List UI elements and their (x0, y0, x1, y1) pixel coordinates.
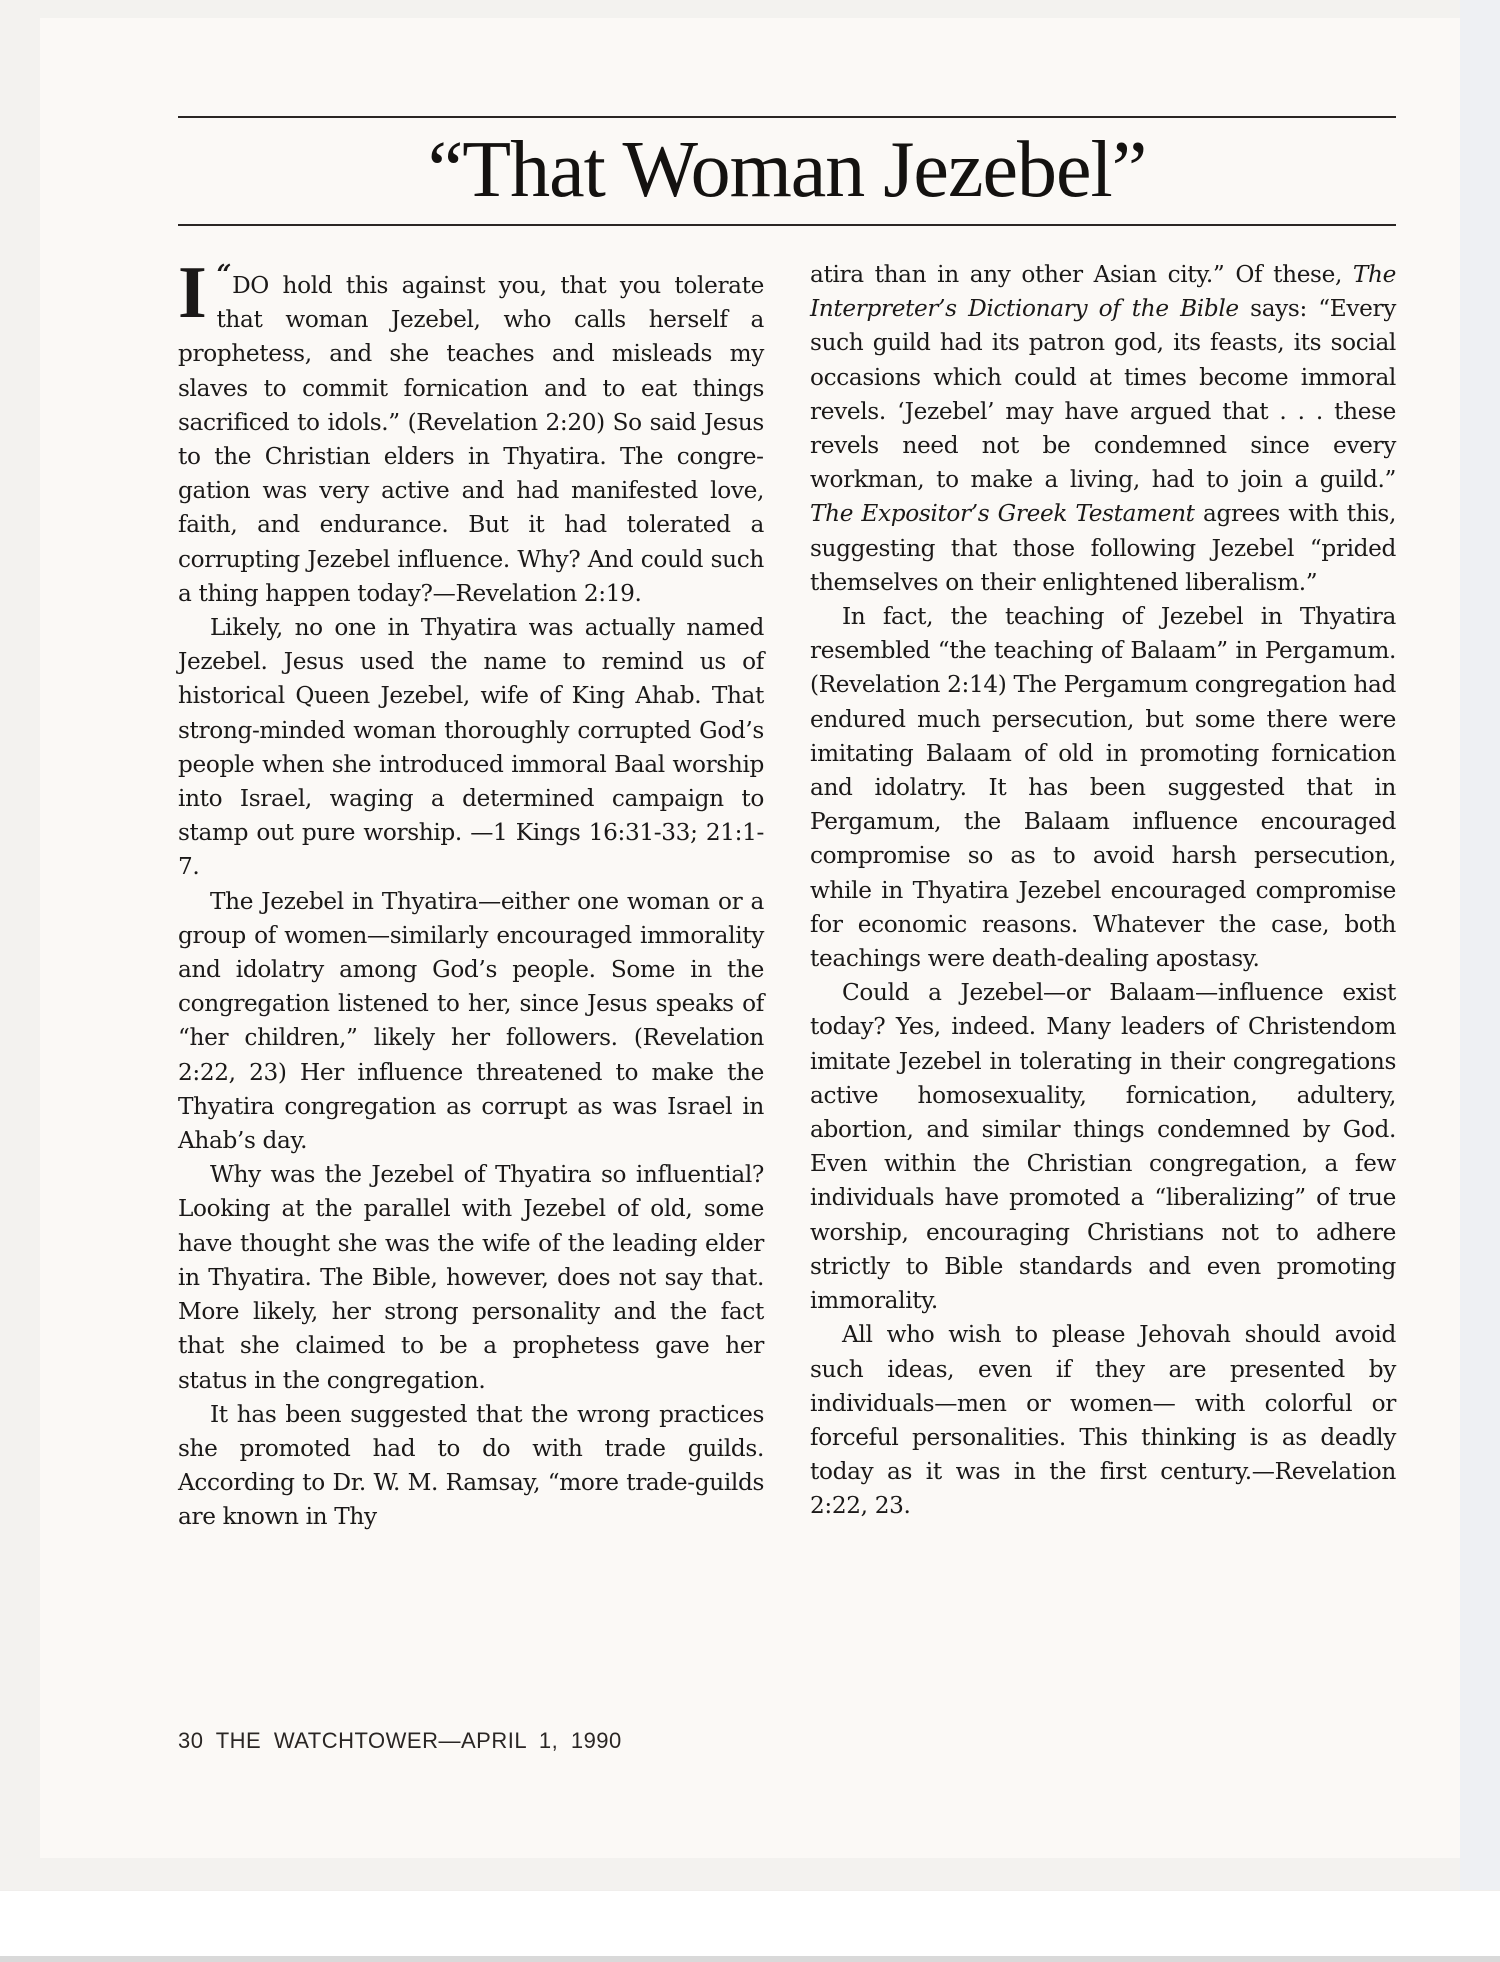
paragraph-1-text: DO hold this against you, that you tolerate that woman Jezebel, who calls herself a prophetess, and she teaches and misleads my slaves to commit fornication and to eat things sacrificed to idols.” (Revelation 2:20) So said Jesus to the Christian elders in Thyatira. The congregation was very active and had manifested love, faith, and endurance. But it had tolerated a corrupting Jezebel influence. Why? And could such a thing happen today?—Revelation 2:19. (178, 272, 764, 607)
citation-interpreters-dictionary: The Interpreter’s Dictionary of the Bible (810, 261, 1396, 323)
paragraph-8: All who wish to please Jehovah should avoid such ideas, even if they are presented by individuals—men or women— with colorful or forceful personalities. This thinking is as deadly today as it was in the first century.—Revelation 2:22, 23. (810, 1321, 1396, 1520)
publication-line: THE WATCHTOWER—APRIL 1, 1990 (215, 1728, 622, 1753)
paragraph-5: It has been suggested that the wrong practices she promoted had to do with trade guilds. According to Dr. W. M. Ramsay, “more trade-guilds are known in Thy (178, 1400, 764, 1531)
paragraph-7: Could a Jezebel—or Balaam—influence exist today? Yes, indeed. Many leaders of Christendom imitate Jezebel in tolerating in their congregations active homosexuality, fornication, adultery, abortion, and similar things condemned by God. Even within the Christian congregation, a few individuals have promoted a “liberalizing” of true worship, encouraging Christians not to adhere strictly to Bible standards and even promoting immorality. (810, 979, 1396, 1315)
text-run: atira than in any other Asian city.” Of these, (810, 261, 1353, 288)
citation-expositors-greek-testament: The Expositor’s Greek Testament (810, 500, 1195, 528)
paragraph-5-continued (810, 258, 1396, 600)
page-edge (1460, 0, 1500, 1961)
page-footer (178, 1728, 622, 1754)
article-title: “That Woman Jezebel” (427, 126, 1147, 214)
paragraph-1 (178, 252, 764, 611)
title-rule-bottom (178, 224, 1396, 226)
left-column (178, 252, 764, 1535)
text-run: agrees with this, suggesting that those following Jezebel “prided themselves on their enlightened liberalism.” (810, 500, 1396, 596)
page-number: 30 (178, 1728, 204, 1753)
right-column (810, 258, 1396, 1524)
opening-quote: “ (216, 260, 232, 290)
drop-cap: I (178, 252, 207, 334)
text-run: says: “Every such guild had its patron god, its feasts, its social occasions which could at times become immoral revels. ‘Jezebel’ may have argued that . . . these revels need not be condemned since every workman, to make a living, had to join a guild.” (810, 295, 1396, 494)
scan-bottom-margin (0, 1890, 1500, 1962)
paragraph-4: Why was the Jezebel of Thyatira so influential? Looking at the parallel with Jezebel of old, some have thought she was the wife of the leading elder in Thyatira. The Bible, however, does not say that. More likely, her strong personality and the fact that she claimed to be a prophetess gave her status in the congregation. (178, 1161, 764, 1394)
paragraph-6: In fact, the teaching of Jezebel in Thyatira resembled “the teaching of Balaam” in Pergamum. (Revelation 2:14) The Pergamum congregation had endured much persecution, but some there were imitating Balaam of old in promoting fornication and idolatry. It has been suggested that in Pergamum, the Balaam influence encouraged compromise so as to avoid harsh persecution, while in Thyatira Jezebel encouraged compromise for economic reasons. Whatever the case, both teachings were death-dealing apostasy. (810, 603, 1396, 973)
paragraph-2: Likely, no one in Thyatira was actually named Jezebel. Jesus used the name to remind us of historical Queen Jezebel, wife of King Ahab. That strong-minded woman thoroughly corrupted God’s people when she introduced immoral Baal worship into Israel, waging a determined campaign to stamp out pure worship. —1 Kings 16:31-33; 21:1-7. (178, 614, 764, 881)
paragraph-3: The Jezebel in Thyatira—either one woman or a group of women—similarly encouraged immorality and idolatry among God’s people. Some in the congregation listened to her, since Jesus speaks of “her children,” likely her followers. (Revelation 2:22, 23) Her influence threatened to make the Thyatira congregation as corrupt as was Israel in Ahab’s day. (178, 887, 764, 1155)
